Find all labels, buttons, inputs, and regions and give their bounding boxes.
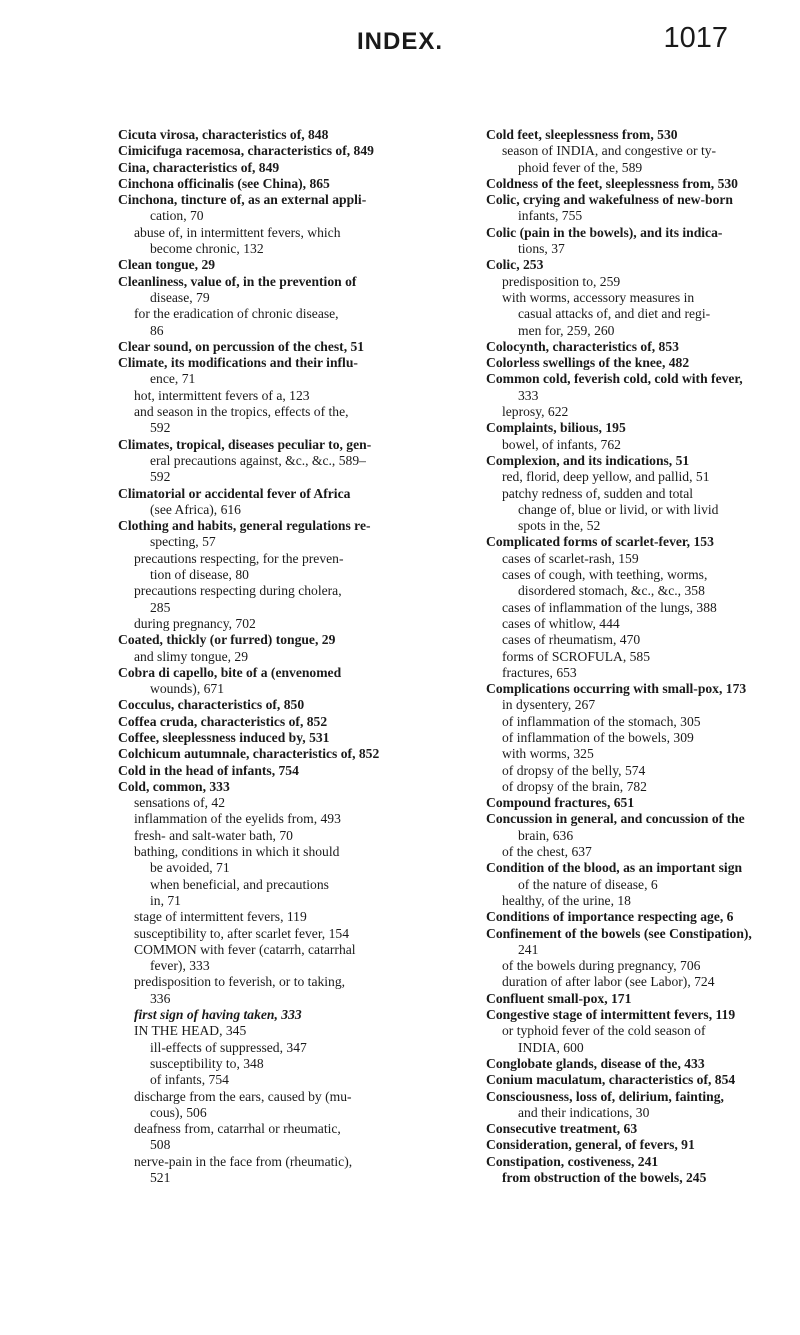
index-entry: Consecutive treatment, 63 (486, 1121, 638, 1137)
index-entry: Congestive stage of intermittent fevers, 119 (486, 1007, 736, 1023)
index-subentry: or typhoid fever of the cold season of (502, 1023, 706, 1039)
index-subentry: men for, 259, 260 (518, 322, 615, 338)
index-entry: Conium maculatum, characteristics of, 854 (486, 1072, 736, 1088)
index-subentry: 336 (150, 990, 171, 1006)
index-subentry: in dysentery, 267 (502, 697, 596, 713)
index-subentry: precautions respecting during cholera, (134, 583, 342, 599)
index-subentry: in, 71 (150, 892, 181, 908)
index-entry: Coldness of the feet, sleeplessness from, 530 (486, 175, 738, 191)
index-entry: Colchicum autumnale, characteristics of, 852 (118, 746, 380, 762)
index-subentry: discharge from the ears, caused by (mu- (134, 1088, 352, 1104)
index-entry: Colic, crying and wakefulness of new-born (486, 192, 733, 208)
index-column-left (118, 127, 470, 1186)
index-entry: Cold feet, sleeplessness from, 530 (486, 127, 678, 142)
index-subentry: of the nature of disease, 6 (518, 876, 658, 892)
index-subentry: tions, 37 (518, 241, 565, 257)
index-subentry: cases of whitlow, 444 (502, 615, 620, 631)
index-entry: Cocculus, characteristics of, 850 (118, 697, 305, 713)
index-subentry: cases of scarlet-rash, 159 (502, 550, 639, 566)
index-subentry: season of INDIA, and congestive or ty- (502, 143, 717, 159)
index-entry: Clear sound, on percussion of the chest, 51 (118, 338, 365, 354)
index-entry: Condition of the blood, as an important sign (486, 860, 743, 876)
index-subentry: predisposition to feverish, or to taking, (134, 974, 346, 990)
index-subentry: 86 (150, 322, 164, 338)
index-subentry: leprosy, 622 (502, 404, 569, 420)
index-subentry: fractures, 653 (502, 664, 577, 680)
index-subentry: 592 (150, 420, 171, 436)
index-entry: Compound fractures, 651 (486, 795, 635, 811)
index-entry: Climates, tropical, diseases peculiar to, gen- (118, 436, 372, 452)
index-entry: Confinement of the bowels (see Constipation), (486, 925, 752, 941)
index-subentry: of infants, 754 (150, 1072, 229, 1088)
index-subentry: ill-effects of suppressed, 347 (150, 1039, 307, 1055)
index-subentry: phoid fever of the, 589 (518, 159, 643, 175)
index-entry: Clean tongue, 29 (118, 257, 216, 273)
index-entry: Climatorial or accidental fever of Africa (118, 485, 351, 501)
index-subentry: disease, 79 (150, 289, 210, 305)
index-subentry: disordered stomach, &c., &c., 358 (518, 583, 705, 599)
index-subentry: bowel, of infants, 762 (502, 436, 621, 452)
index-subentry: (see Africa), 616 (150, 501, 241, 517)
index-subentry: and season in the tropics, effects of the, (134, 404, 349, 420)
index-entry: Conglobate glands, disease of the, 433 (486, 1055, 705, 1071)
index-subentry: and their indications, 30 (518, 1104, 650, 1120)
index-subentry: and slimy tongue, 29 (134, 648, 249, 664)
index-subentry: casual attacks of, and diet and regi- (518, 306, 711, 322)
index-entry: Cleanliness, value of, in the prevention of (118, 273, 357, 289)
index-subentry: COMMON with fever (catarrh, catarrhal (134, 941, 356, 957)
index-entry: Coffea cruda, characteristics of, 852 (118, 713, 328, 729)
index-entry: Cinchona, tincture of, as an external appli- (118, 192, 367, 208)
page-title: INDEX. (356, 28, 443, 55)
index-subentry: of the bowels during pregnancy, 706 (502, 958, 701, 974)
index-subentry: 521 (150, 1170, 171, 1185)
index-entry: Consciousness, loss of, delirium, fainting, (486, 1088, 724, 1104)
index-subentry: eral precautions against, &c., &c., 589– (150, 452, 366, 468)
index-subentry: become chronic, 132 (150, 241, 264, 257)
index-entry: Cobra di capello, bite of a (envenomed (118, 664, 342, 680)
index-subentry: cases of cough, with teething, worms, (502, 567, 708, 583)
index-subentry: 333 (518, 387, 539, 403)
index-subentry: of the chest, 637 (502, 844, 592, 860)
index-subentry: cases of rheumatism, 470 (502, 632, 641, 648)
index-entry: Confluent small-pox, 171 (486, 990, 632, 1006)
index-subentry: stage of intermittent fevers, 119 (134, 909, 307, 925)
index-subentry: from obstruction of the bowels, 245 (502, 1170, 707, 1185)
index-entry: Coffee, sleeplessness induced by, 531 (118, 729, 330, 745)
index-subentry: predisposition to, 259 (502, 273, 621, 289)
index-subentry: 241 (518, 941, 539, 957)
index-subentry: infants, 755 (518, 208, 583, 224)
index-entry: Concussion in general, and concussion of the (486, 811, 745, 827)
index-subentry: hot, intermittent fevers of a, 123 (134, 387, 310, 403)
index-subentry: precautions respecting, for the preven- (134, 550, 344, 566)
index-entry: Cold in the head of infants, 754 (118, 762, 299, 778)
index-subentry: healthy, of the urine, 18 (502, 892, 631, 908)
index-subentry: IN THE HEAD, 345 (134, 1023, 247, 1039)
index-entry: Conditions of importance respecting age, 6 (486, 909, 734, 925)
index-subentry: wounds), 671 (150, 681, 225, 697)
index-subentry: when beneficial, and precautions (150, 876, 329, 892)
index-subentry: fresh- and salt-water bath, 70 (134, 827, 293, 843)
index-entry: Constipation, costiveness, 241 (486, 1153, 659, 1169)
index-entry: Cimicifuga racemosa, characteristics of, 849 (118, 143, 374, 159)
index-entry: Coated, thickly (or furred) tongue, 29 (118, 632, 336, 648)
index-column-right (486, 127, 800, 1186)
page-number: 1017 (663, 22, 728, 54)
index-subentry: first sign of having taken, 333 (134, 1007, 302, 1023)
index-subentry: cation, 70 (150, 208, 204, 224)
index-subentry: cases of inflammation of the lungs, 388 (502, 599, 717, 615)
index-subentry: INDIA, 600 (518, 1039, 584, 1055)
index-entry: Cicuta virosa, characteristics of, 848 (118, 127, 329, 142)
index-subentry: of dropsy of the brain, 782 (502, 778, 647, 794)
index-entry: Common cold, feverish cold, cold with fever, (486, 371, 743, 387)
index-subentry: patchy redness of, sudden and total (502, 485, 694, 501)
index-entry: Cina, characteristics of, 849 (118, 159, 280, 175)
index-entry: Clothing and habits, general regulations re- (118, 518, 371, 534)
index-subentry: fever), 333 (150, 958, 210, 974)
index-subentry: bathing, conditions in which it should (134, 844, 340, 860)
index-entry: Complexion, and its indications, 51 (486, 452, 690, 468)
index-subentry: inflammation of the eyelids from, 493 (134, 811, 341, 827)
index-entry: Colic (pain in the bowels), and its indica- (486, 224, 723, 240)
index-subentry: of inflammation of the stomach, 305 (502, 713, 701, 729)
index-subentry: spots in the, 52 (518, 518, 601, 534)
index-subentry: red, florid, deep yellow, and pallid, 51 (502, 469, 710, 485)
index-subentry: for the eradication of chronic disease, (134, 306, 339, 322)
index-subentry: tion of disease, 80 (150, 567, 249, 583)
index-entry: Complicated forms of scarlet-fever, 153 (486, 534, 714, 550)
index-subentry: change of, blue or livid, or with livid (518, 501, 719, 517)
index-subentry: sensations of, 42 (134, 795, 225, 811)
index-entry: Complications occurring with small-pox, 173 (486, 681, 747, 697)
index-subentry: 285 (150, 599, 171, 615)
page-header (0, 22, 800, 62)
index-subentry: abuse of, in intermittent fevers, which (134, 224, 341, 240)
index-subentry: susceptibility to, 348 (150, 1055, 264, 1071)
index-subentry: nerve-pain in the face from (rheumatic), (134, 1153, 353, 1169)
index-subentry: ence, 71 (150, 371, 196, 387)
index-subentry: brain, 636 (518, 827, 574, 843)
index-entry: Cinchona officinalis (see China), 865 (118, 175, 330, 191)
index-entry: Complaints, bilious, 195 (486, 420, 626, 436)
index-subentry: forms of SCROFULA, 585 (502, 648, 651, 664)
index-subentry: 592 (150, 469, 171, 485)
index-subentry: of inflammation of the bowels, 309 (502, 729, 694, 745)
index-entry: Cold, common, 333 (118, 778, 230, 794)
index-entry: Climate, its modifications and their influ- (118, 355, 358, 371)
index-subentry: with worms, 325 (502, 746, 594, 762)
index-entry: Colorless swellings of the knee, 482 (486, 355, 690, 371)
index-subentry: specting, 57 (150, 534, 216, 550)
index-subentry: be avoided, 71 (150, 860, 230, 876)
index-subentry: during pregnancy, 702 (134, 615, 256, 631)
index-subentry: with worms, accessory measures in (502, 289, 695, 305)
index-entry: Colocynth, characteristics of, 853 (486, 338, 679, 354)
index-subentry: 508 (150, 1137, 171, 1153)
index-entry: Consideration, general, of fevers, 91 (486, 1137, 695, 1153)
index-entry: Colic, 253 (486, 257, 544, 273)
index-subentry: deafness from, catarrhal or rheumatic, (134, 1121, 341, 1137)
index-subentry: of dropsy of the belly, 574 (502, 762, 646, 778)
index-subentry: susceptibility to, after scarlet fever, 154 (134, 925, 349, 941)
index-subentry: duration of after labor (see Labor), 724 (502, 974, 715, 990)
index-subentry: cous), 506 (150, 1104, 207, 1120)
